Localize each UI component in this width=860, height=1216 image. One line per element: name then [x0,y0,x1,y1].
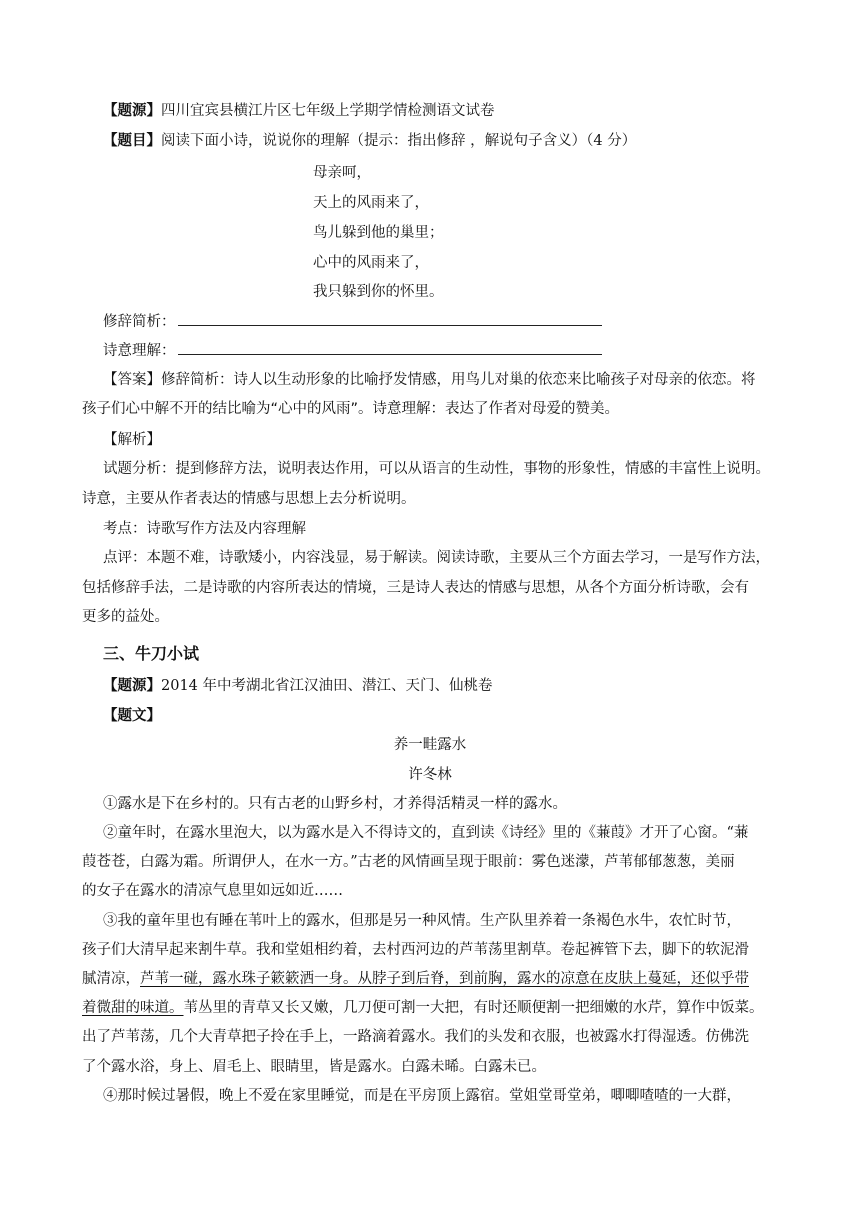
source-tag: 【题源】 [103,102,161,119]
meaning-blank[interactable] [178,342,602,355]
dianping-line-1: 点评：本题不难，诗歌矮小，内容浅显，易于解读。阅读诗歌，主要从三个方面去学习，一是写作方法， [103,550,770,566]
essay-author: 许冬林 [408,767,452,783]
paragraph-3-line-5: 出了芦苇荡，几个大青草把子拎在手上，一路滴着露水。我们的头发和衣服，也被露水打得湿透。仿佛洗 [82,1029,749,1045]
paragraph-4-line-1: ④那时候过暑假，晚上不爱在家里睡觉，而是在平房顶上露宿。堂姐堂哥堂弟，唧唧喳喳的一大群， [103,1088,741,1104]
section-source-line [103,676,493,696]
essay-title: 养一畦露水 [393,737,467,753]
paragraph-1: ①露水是下在乡村的。只有古老的山野乡村，才养得活精灵一样的露水。 [103,796,567,812]
underlined-sentence: 芦苇一碰，露水珠子簌簌洒一身。从脖子到后脊，到前胸，露水的凉意在皮肤上蔓延，还似乎带 [140,971,749,987]
analysis-line-2: 诗意，主要从作者表达的情感与思想上去分析说明。 [82,491,416,507]
answer-line-2: 孩子们心中解不开的结比喻为“心中的风雨”。诗意理解：表达了作者对母爱的赞美。 [82,401,620,417]
rhetoric-blank[interactable] [178,313,602,326]
paragraph-3-line-4 [82,998,764,1018]
dianping-line-2: 包括修辞手法，二是诗歌的内容所表达的情境，三是诗人表达的情感与思想，从各个方面分析诗歌，会有 [82,580,749,596]
paragraph-3-line-1: ③我的童年里也有睡在苇叶上的露水，但那是另一种风情。生产队里养着一条褐色水牛，农忙时节， [103,913,741,929]
paragraph-3-line-2: 孩子们大清早起来割牛草。我和堂姐相约着，去村西河边的芦苇荡里割草。卷起裤管下去，脚下的软泥滑 [82,942,749,958]
paragraph-2-line-1: ②童年时，在露水里泡大，以为露水是入不得诗文的，直到读《诗经》里的《蒹葭》才开了心窗。“蒹 [103,825,749,841]
poem-line-2: 天上的风雨来了， [313,195,429,211]
plain-text: 腻清凉， [82,971,140,987]
source-text: 2014 年中考湖北省江汉油田、潜江、天门、仙桃卷 [161,678,493,694]
plain-text: 苇丛里的青草又长又嫩，几刀便可割一大把，有时还顺便割一把细嫩的水芹，算作中饭菜。 [183,1000,764,1016]
poem-line-4: 心中的风雨来了， [313,255,429,271]
paragraph-3-line-3 [82,969,749,989]
poem-line-3: 鸟儿躲到他的巢里； [313,225,444,241]
section-heading: 三、牛刀小试 [103,644,200,663]
rhetoric-label: 修辞简析： [103,314,176,330]
poem-line-1: 母亲呵， [313,165,371,181]
answer-line-1: 【答案】修辞简析：诗人以生动形象的比喻抒发情感，用鸟儿对巢的依恋来比喻孩子对母亲的依恋。将 [103,372,756,388]
paragraph-2-line-3: 的女子在露水的清凉气息里如远如近…… [82,883,343,899]
analysis-line-1: 试题分析：提到修辞方法，说明表达作用，可以从语言的生动性，事物的形象性，情感的丰富性上说明。 [103,461,770,477]
rhetoric-answer-line [103,312,602,332]
poem-line-5: 我只躲到你的怀里。 [313,284,444,300]
source-text: 四川宜宾县横江片区七年级上学期学情检测语文试卷 [161,103,495,119]
meaning-label: 诗意理解： [103,343,176,359]
source-tag: 【题源】 [103,677,161,694]
kaodian-line: 考点：诗歌写作方法及内容理解 [103,521,306,537]
paragraph-3-line-6: 了个露水浴，身上、眉毛上、眼睛里，皆是露水。白露未晞。白露未已。 [82,1059,546,1075]
q1-question-line [103,131,636,151]
paragraph-2-line-2: 葭苍苍，白露为霜。所谓伊人，在水一方。”古老的风情画呈现于眼前：雾色迷濛，芦苇郁郁葱葱，美丽 [82,854,735,870]
underlined-sentence-end: 着微甜的味道。 [82,1000,184,1016]
text-tag: 【题文】 [103,707,161,724]
meaning-answer-line [103,341,602,361]
dianping-line-3: 更多的益处。 [82,609,169,625]
analysis-tag: 【解析】 [103,432,161,448]
question-tag: 【题目】 [103,132,161,149]
question-text: 阅读下面小诗，说说你的理解（提示：指出修辞 ，解说句子含义）（4 分） [161,133,637,149]
q1-source-line [103,101,495,121]
